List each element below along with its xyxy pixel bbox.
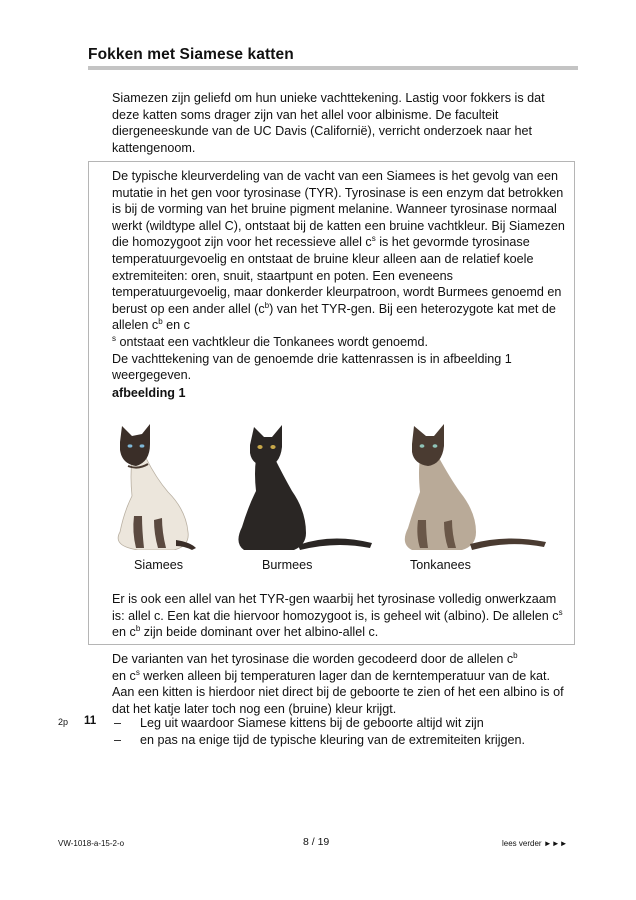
caption-tonkinese: Tonkanees: [410, 558, 471, 572]
superscript: b: [135, 624, 141, 633]
closing-text-part: en c: [112, 668, 136, 683]
page-number: 8 / 19: [303, 836, 330, 848]
siamese-cat-image: [106, 420, 196, 550]
continue-label: lees verder ►►►: [502, 839, 568, 848]
superscript: b: [513, 650, 518, 660]
superscript: b: [264, 300, 270, 310]
box-text-part: ) van het TYR-gen. Bij een heterozygote kat met de allelen c: [112, 301, 556, 333]
bullet-dash: –: [114, 716, 122, 730]
box-paragraph: [112, 168, 567, 384]
question-line-2: [114, 732, 525, 749]
box-text-part: en c: [162, 318, 190, 333]
superscript: s: [135, 667, 140, 677]
question-line-1: [114, 715, 484, 732]
question-text: en pas na enige tijd de typische kleuring van de extremiteiten krijgen.: [140, 733, 526, 747]
page-title: Fokken met Siamese katten: [88, 46, 294, 63]
box-text-part: De vachttekening van de genoemde drie kattenrassen is in afbeelding 1 weergegeven.: [112, 351, 512, 383]
question-number: 11: [84, 715, 97, 727]
albino-text-part: en c: [112, 625, 136, 640]
closing-text-part: De varianten van het tyrosinase die worden gecodeerd door de allelen c: [112, 652, 514, 666]
caption-siamese: Siamees: [134, 558, 183, 572]
superscript: s: [112, 333, 116, 343]
closing-paragraph: [112, 651, 567, 717]
superscript: b: [158, 317, 163, 327]
box-text-part: ontstaat een vachtkleur die Tonkanees wordt genoemd.: [116, 334, 429, 349]
bullet-dash: –: [114, 733, 122, 747]
superscript: s: [558, 607, 563, 617]
caption-burmese: Burmees: [262, 558, 313, 572]
tonkinese-cat-image: [396, 422, 546, 550]
albino-paragraph: [112, 591, 567, 641]
albino-text-part: zijn beide dominant over het albino-allel c.: [140, 625, 379, 640]
burmese-cat-image: [232, 425, 372, 550]
box-text-part: De typische kleurverdeling van de vacht van een Siamees is het gevolg van een mutatie in het gen voor tyrosinase (TYR). Tyrosinase is een enzym dat betrokken is bij de vorming van het bruine pigment melanine. Wanneer tyrosinase normaal werkt (wildtype allel C), ontstaat bij de katten een bruine vachtkleur. Bij Siamezen die homozygoot zijn voor het recessieve allel c: [112, 169, 565, 250]
question-text: Leg uit waardoor Siamese kittens bij de geboorte altijd wit zijn: [140, 716, 484, 730]
closing-text-part: werken alleen bij temperaturen lager dan de kerntemperatuur van de kat. Aan een kitten is hierdoor niet direct bij de geboorte te zien of het een albino is of dat het katje later toch nog een (bruine) kleur krijgt.: [112, 668, 564, 716]
superscript: s: [371, 234, 376, 244]
albino-text-part: Er is ook een allel van het TYR-gen waarbij het tyrosinase volledig onwerkzaam is: allel c. Een kat die hiervoor homozygoot is, is geheel wit (albino). De allelen c: [112, 592, 559, 623]
question-score: 2p: [58, 717, 69, 727]
title-underline: [88, 66, 578, 70]
box-text-part: is het gevormde tyrosinase temperatuurgevoelig en ontstaat de bruine kleur alleen aan de relatief koele extremiteiten: oren, snuit, staartpunt en poten. Een eveneens temperatuurgevoelig, maar donkerder kleurpatroon, wordt Burmees genoemd en berust op een ander allel (c: [112, 235, 562, 316]
intro-paragraph: Siamezen zijn geliefd om hun unieke vachttekening. Lastig voor fokkers is dat deze katten soms drager zijn van het allel voor albinisme. De faculteit diergeneeskunde van de UC Davis (Californië), verricht onderzoek naar het kattengenoom.: [112, 91, 545, 155]
exam-code: VW-1018-a-15-2-o: [58, 839, 125, 848]
figure-title: afbeelding 1: [112, 386, 186, 400]
